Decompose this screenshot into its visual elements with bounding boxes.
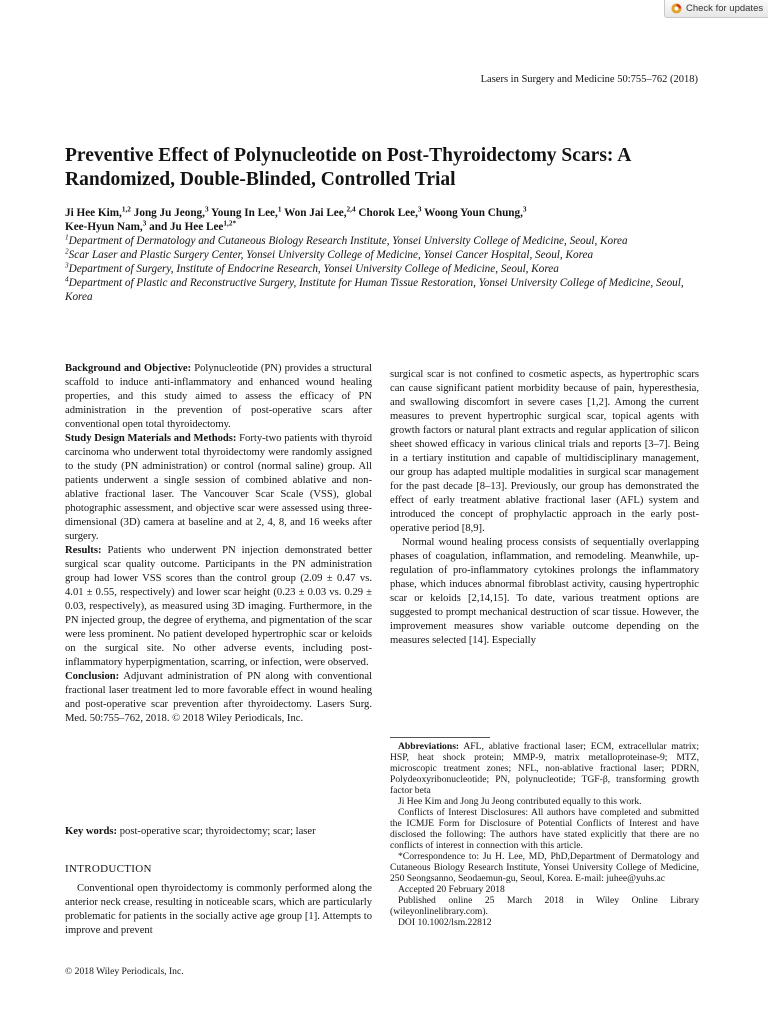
abbreviations: Abbreviations: AFL, ablative fractional laser; ECM, extracellular matrix; HSP, heat shock protein; MMP-9, matrix metalloproteinase-9; MTZ, microscopic treatment zones; NFL, non-ablative fractional laser; PDRN, Polydeoxyribonucleotide; PN, polynucleotide; TGF-β, transforming growth factor beta: [390, 741, 700, 796]
abstract-methods: Study Design Materials and Methods: Forty-two patients with thyroid carcinoma who underwent total thyroidectomy were randomly assigned to the study (PN administration) or control (normal saline) group. All patients underwent a single session of combined ablative and non-ablative fractional laser. The Vancouver Scar Scale (VSS), global photographic assessment, and objective scar were assessed using three-dimensional (3D) camera at baseline and at 2, 4, 8, and 16 weeks after surgery.: [65, 433, 372, 542]
author: and Ju Hee Lee$^{1,2*}$: [149, 219, 237, 233]
affiliations: [65, 234, 705, 304]
author: Won Jai Lee,$^{2,4}$: [284, 205, 356, 219]
affiliation: $^4$Department of Plastic and Reconstructive Surgery, Institute for Human Tissue Restoration, Yonsei University College of Medicine, Seoul, Korea: [65, 275, 684, 303]
author-list: [65, 206, 715, 234]
doi: DOI 10.1002/lsm.22812: [398, 917, 492, 928]
author: Jong Ju Jeong,$^3$: [133, 205, 209, 219]
author: Young In Lee,$^1$: [210, 205, 282, 219]
introduction-left-text: Conventional open thyroidectomy is commonly performed along the anterior neck crease, resulting in noticeable scars, which are particularly problematic for patients in the socially active age group [1]. Attempts to improve and prevent: [65, 883, 372, 936]
introduction-heading: INTRODUCTION: [65, 863, 152, 875]
affiliation: $^1$Department of Dermatology and Cutaneous Biology Research Institute, Yonsei University College of Medicine, Seoul, Korea: [65, 233, 628, 247]
author: Ji Hee Kim,$^{1,2}$: [65, 205, 131, 219]
check-for-updates-button[interactable]: [664, 0, 768, 18]
article-title: Preventive Effect of Polynucleotide on Post-Thyroidectomy Scars: A Randomized, Double-Blinded, Controlled Trial: [65, 145, 631, 190]
check-for-updates-label: Check for updates: [686, 3, 764, 14]
affiliation: $^3$Department of Surgery, Institute of Endocrine Research, Yonsei University College of Medicine, Seoul, Korea: [65, 261, 559, 275]
author: Woong Youn Chung,$^3$: [424, 205, 527, 219]
crossmark-icon: [671, 3, 682, 14]
accepted-date: Accepted 20 February 2018: [398, 884, 505, 895]
author: Kee-Hyun Nam,$^3$: [65, 219, 147, 233]
abstract-conclusion: Conclusion: Adjuvant administration of PN along with conventional fractional laser treatment led to more favorable effect in wound healing and post-operative scar prevention after thyroidectomy. Lasers Surg. Med. 50:755–762, 2018. © 2018 Wiley Periodicals, Inc.: [65, 671, 372, 724]
affiliation: $^2$Scar Laser and Plastic Surgery Center, Yonsei University College of Medicine, Yonsei Cancer Hospital, Seoul, Korea: [65, 247, 594, 261]
body-paragraph: Normal wound healing process consists of sequentially overlapping phases of coagulation, inflammation, and remodeling. Meanwhile, up-regulation of pro-inflammatory cytokines prolongs the inflammatory phase, which induces abnormal fibroblast activity, causing hypertrophic scar or keloids [2,14,15]. To date, various treatment options are suggested to prompt mechanical destruction of scar tissue. However, the improvement measures show variable outcome depending on the measures selected [14]. Especially: [390, 537, 699, 646]
abstract: [65, 362, 372, 726]
conflicts-note: Conflicts of Interest Disclosures: All authors have completed and submitted the ICMJE Form for Disclosure of Potential Conflicts of Interest and have disclosed the following: The authors have stated explicitly that there are no conflicts of interest in connection with this article.: [390, 807, 699, 851]
author: Chorok Lee,$^3$: [358, 205, 422, 219]
keywords: Key words: post-operative scar; thyroidectomy; scar; laser: [65, 826, 316, 837]
abstract-background: Background and Objective: Polynucleotide (PN) provides a structural scaffold to induce anti-inflammatory and enhanced wound healing properties, and this study aimed to assess the efficacy of PN administration in the prevention of post-operative scars after conventional open total thyroidectomy.: [65, 363, 372, 430]
abstract-results: Results: Patients who underwent PN injection demonstrated better surgical scar quality outcome. Participants in the PN administration group had lower VSS scores than the control group (2.09 ± 0.47 vs. 4.01 ± 0.55, respectively) and lower scar height (0.23 ± 0.03 vs. 0.29 ± 0.03, respectively), as measured using 3D imaging. Furthermore, in the PN injected group, the degree of erythema, and pigmentation of the scar were less prominent. No patient developed hypertrophic scar or keloids on the surgical site. No other adverse events, including post-inflammatory hyperpigmentation, scarring, or infection, were observed.: [65, 545, 372, 668]
equal-contribution-note: Ji Hee Kim and Jong Ju Jeong contributed equally to this work.: [398, 796, 642, 807]
body-paragraph: surgical scar is not confined to cosmetic aspects, as hypertrophic scars can cause significant patient morbidity because of pain, hyperesthesia, and swallowing discomfort in severe cases [1,2]. Among the current measures to prevent hypertrophic surgical scar, topical agents with growth factors or natural plant extracts and regular application of silicon sheet showed efficacy in various clinical trials and reports [3–7]. Being in a tertiary institution and capable of multidisciplinary management, our group has adapted multiple modalities in surgical scar management for the past decade [8–13]. Previously, our group has demonstrated the effect of early treatment ablative fractional laser (AFL) system and introduced the concept of prophylactic approach in the early post-operative period [8,9].: [390, 369, 699, 534]
footnotes: [390, 741, 699, 928]
journal-citation: Lasers in Surgery and Medicine 50:755–762 (2018): [480, 74, 698, 85]
introduction-right-text: [390, 368, 699, 648]
footer-copyright: © 2018 Wiley Periodicals, Inc.: [65, 966, 184, 977]
published-note: Published online 25 March 2018 in Wiley Online Library (wileyonlinelibrary.com).: [390, 895, 699, 917]
footnote-divider: [390, 737, 490, 738]
correspondence-note: *Correspondence to: Ju H. Lee, MD, PhD,Department of Dermatology and Cutaneous Biology Research Institute, Yonsei University College of Medicine, 250 Seongsanno, Seodaemun-gu, Seoul, Korea. E-mail: juhee@yuhs.ac: [390, 851, 699, 884]
